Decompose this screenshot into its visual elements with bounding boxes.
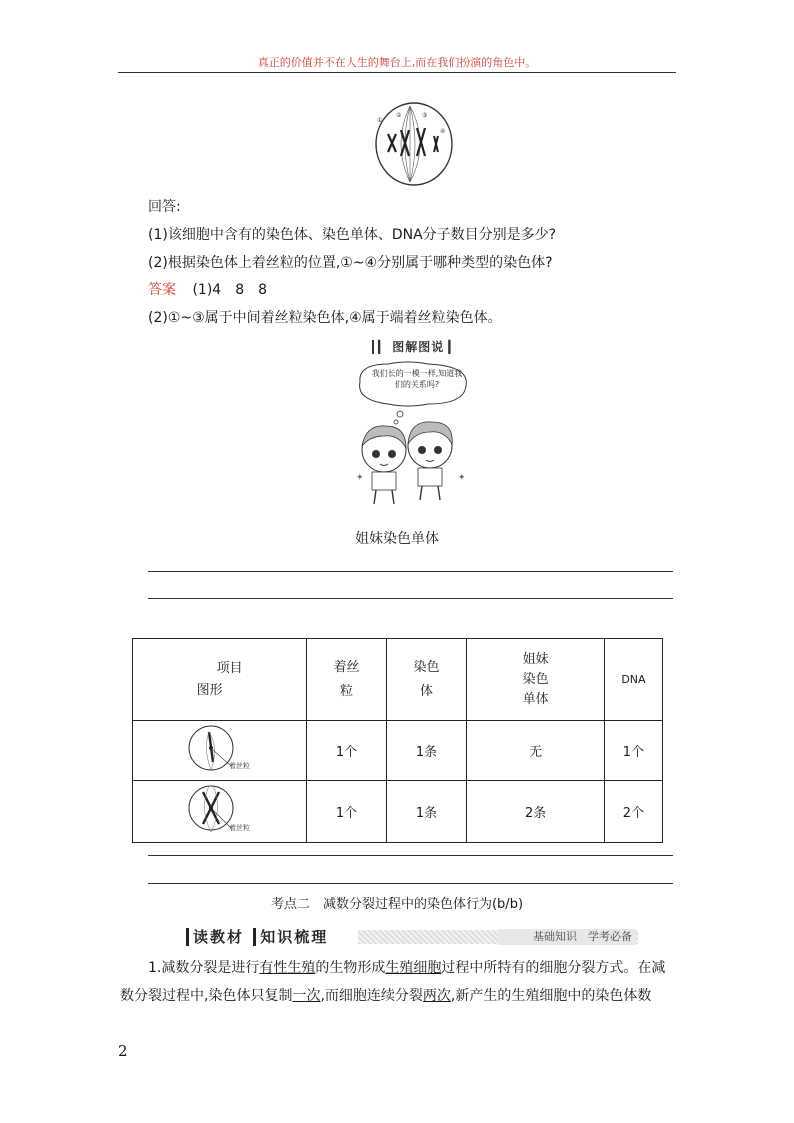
paragraph-line-2 [120,986,651,1006]
section-title: 考点二 减数分裂过程中的染色体行为(b/b) [270,897,524,912]
table-header-row [133,639,663,721]
p1-underline-1: 有性生殖 [259,960,316,976]
row1-sister: 无 [467,721,605,781]
p1-a: 1.减数分裂是进行 [148,960,260,976]
p2-a: 数分裂过程中,染色体只复制 [120,988,293,1004]
cell-division-figure [372,100,458,188]
row2-centromere: 1个 [307,781,387,843]
row2-figure-label: 着丝粒 [229,824,250,832]
row2-figure-cell [133,781,307,843]
paragraph-line-1 [148,958,665,978]
row1-chromosome: 1条 [386,721,467,781]
svg-text:✦: ✦ [458,473,466,483]
illustration-heading: ▎ 图解图说 ▎ [372,338,458,355]
rule-1 [148,571,673,572]
figure-label-2: ② [396,112,402,119]
header-chromosome: 染色 体 [386,639,467,721]
rule-3 [148,855,673,856]
row2-chromosome: 1条 [386,781,467,843]
question-1: (1)该细胞中含有的染色体、染色单体、DNA分子数目分别是多少? [148,227,557,243]
p2-b: ,而细胞连续分裂 [320,988,423,1004]
p1-b: 的生物形成 [315,960,386,976]
figure-label-3: ③ [422,112,428,119]
p1-underline-2: 生殖细胞 [385,960,442,976]
answer-2: (2)①~③属于中间着丝粒染色体,④属于端着丝粒染色体。 [148,310,502,326]
answer-1: (1)4 8 8 [192,282,268,298]
table-row [133,721,663,781]
answer-line-1 [148,280,267,300]
row2-sister: 2条 [467,781,605,843]
banner-left-block [186,927,358,947]
table-row [133,781,663,843]
p2-c: ,新产生的生殖细胞中的染色体数 [450,988,652,1004]
row1-figure-cell [133,721,307,781]
rule-2 [148,598,673,599]
answer-label: 答案 [148,282,176,298]
header-item-shape [133,639,307,721]
p2-underline-2: 两次 [422,988,451,1004]
page-number: 2 [118,1042,128,1060]
header-sister-chromatid: 姐妹 染色 单体 [467,639,605,721]
question-intro: 回答: [148,199,181,215]
row1-centromere: 1个 [307,721,387,781]
question-2: (2)根据染色体上着丝粒的位置,①~④分别属于哪种类型的染色体? [148,255,553,271]
row1-dna: 1个 [604,721,662,781]
header-centromere: 着丝 粒 [307,639,387,721]
header-shape: 图形 [196,682,223,698]
banner-right: 基础知识 学考必备 [498,929,636,945]
header-motto: 真正的价值并不在人生的舞台上,而在我们扮演的角色中。 [257,56,537,69]
banner-mid: 知识梳理 [253,928,328,946]
single-chromosome-figure [133,722,303,780]
header-rule [118,72,676,73]
banner-left: 读教材 [186,928,244,946]
p1-c: 过程中所特有的细胞分裂方式。在减 [441,960,666,976]
svg-text:✦: ✦ [356,473,364,483]
header-item: 项目 [216,660,243,676]
speech-bubble-text: 我们长的一模一样,知道我们的关系吗? [371,369,463,389]
figure-label-1: ① [377,117,383,124]
section-banner [186,927,638,947]
row1-figure-label: 着丝粒 [229,762,250,770]
header-dna: DNA [604,639,662,721]
replicated-chromosome-figure [133,782,303,842]
illustration-caption: 姐妹染色单体 [355,531,439,547]
rule-4 [148,883,673,884]
chromosome-comparison-table [132,638,663,843]
p2-underline-1: 一次 [292,988,321,1004]
row2-dna: 2个 [604,781,662,843]
figure-label-4: ④ [440,128,446,135]
